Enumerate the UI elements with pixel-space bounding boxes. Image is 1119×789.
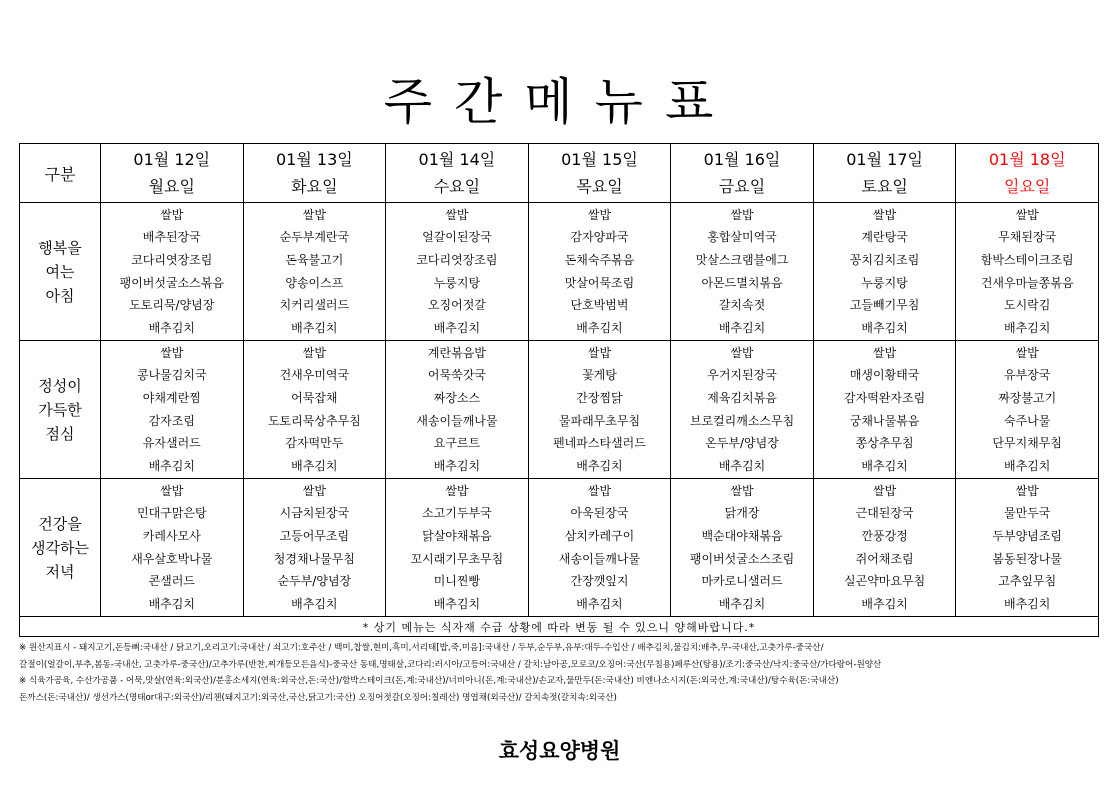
dish-item: 단호박범벅 — [570, 298, 629, 313]
dish-item: 코다리엿장조림 — [131, 252, 213, 267]
dish-item: 쌀밥 — [302, 207, 326, 222]
dish-item: 제육김치볶음 — [707, 390, 777, 405]
menu-cell — [528, 479, 671, 617]
dish-item: 시금치된장국 — [279, 506, 350, 521]
menu-cell — [813, 341, 956, 479]
dish-item: 배추김치 — [148, 320, 195, 335]
footnote-line: 돈까스(돈:국내산)/ 생선가스(명태or대구:외국산)/리첸(돼지고기:외국산,국산,닭고기:국산) 오징어젓갈(오징어:칠레산) 명엽채(외국산)/ 갈치속젓(갈치속:외국산) — [19, 692, 617, 703]
hospital-name: 효성요양병원 — [498, 739, 621, 763]
menu-cell — [101, 341, 244, 479]
day-header — [671, 144, 814, 203]
dish-item: 쌀밥 — [160, 483, 184, 498]
day-date: 01월 17일 — [846, 150, 923, 169]
note-row — [20, 617, 1099, 637]
dish-item: 아욱된장국 — [570, 506, 629, 521]
meal-row-breakfast — [20, 203, 1099, 341]
menu-cell — [528, 203, 671, 341]
menu-cell — [243, 203, 386, 341]
menu-cell — [386, 203, 529, 341]
footnote-line: ※ 식육가공육, 수산가공품 - 어묵,맛살(연육:외국산)/분홍소세지(연육:외국산,돈:국산)/함박스테이크(돈,계:국내산)/너비아니(돈,계:국내산)/손교자,물만두(돈:국내산) 비엔나소시지(돈:외국산,계:국내산)/탕수육(돈:국내산) — [19, 676, 839, 686]
meal-label — [20, 341, 101, 479]
dish-item: 누룽지탕 — [433, 275, 481, 290]
dish-item: 깐풍강정 — [861, 528, 908, 543]
dish-item: 배추김치 — [291, 320, 338, 335]
dish-item: 카레사모사 — [142, 528, 201, 543]
dish-item: 코다리엿장조림 — [416, 252, 498, 267]
day-date: 01월 12일 — [133, 150, 211, 169]
dish-item: 콩나물김치국 — [137, 368, 207, 383]
day-date: 01월 15일 — [561, 150, 638, 169]
dish-item: 물파래무초무침 — [558, 413, 641, 428]
dish-item: 배추김치 — [718, 320, 766, 335]
meal-label-line: 저녁 — [45, 562, 75, 581]
origin-footnotes — [19, 640, 1099, 706]
dish-item: 배추김치 — [861, 320, 908, 335]
weekly-menu-table — [19, 143, 1099, 637]
meal-label — [20, 479, 101, 617]
day-name: 월요일 — [148, 177, 195, 196]
dish-item: 짜장소스 — [433, 390, 481, 405]
dish-item: 쌀밥 — [730, 207, 754, 222]
menu-cell — [101, 203, 244, 341]
dish-item: 어묵쑥갓국 — [427, 368, 486, 383]
dish-item: 배추김치 — [433, 320, 481, 335]
dish-item: 간장깻잎지 — [570, 574, 629, 589]
dish-item: 닭살야채볶음 — [422, 528, 492, 543]
day-name: 금요일 — [718, 177, 766, 196]
dish-item: 누룽지탕 — [861, 275, 908, 290]
dish-item: 쌀밥 — [873, 207, 897, 222]
menu-cell — [813, 203, 956, 341]
menu-cell — [386, 479, 529, 617]
dish-item: 새송이들깨나물 — [558, 551, 641, 566]
dish-item: 쫑상추무침 — [855, 436, 914, 451]
dish-item: 쌀밥 — [587, 207, 612, 222]
dish-item: 궁채나물볶음 — [849, 413, 920, 428]
day-header — [386, 144, 529, 203]
dish-item: 계란탕국 — [861, 230, 908, 245]
dish-item: 꽃게탕 — [582, 368, 617, 383]
dish-item: 홍합살미역국 — [707, 230, 777, 245]
dish-item: 봄동된장나물 — [992, 551, 1062, 566]
dish-item: 새우살호박나물 — [131, 551, 213, 566]
meal-label-line: 여는 — [45, 262, 75, 281]
footnote-line: 갈절이(얼갈이,부추,봄동-국내산, 고춧가루-중국산)/고추가루(반찬,찌개등모든음식)-중국산 동태,명태살,코다리:러시아/고등어:국내산 / 갈치:남아공,모로코/오징어:국산(무침용)페루산(탕용)/조기:중국산/낙지:중국산/가다랑어-원양산 — [19, 659, 882, 670]
dish-item: 소고기두부국 — [422, 506, 492, 521]
meal-label-line: 아침 — [45, 286, 75, 305]
dish-item: 건새우마늘쫑볶음 — [980, 275, 1074, 290]
dish-item: 쌀밥 — [730, 483, 754, 498]
menu-cell — [243, 341, 386, 479]
menu-cell — [671, 203, 814, 341]
dish-item: 단무지채무침 — [992, 436, 1062, 451]
day-header — [243, 144, 386, 203]
day-name: 목요일 — [576, 177, 623, 196]
page-title: 주간메뉴표 — [383, 73, 736, 131]
dish-item: 배추김치 — [1004, 320, 1051, 335]
dish-item: 쥐어채조림 — [855, 551, 914, 566]
dish-item: 감자떡만두 — [285, 436, 344, 451]
dish-item: 물만두국 — [1004, 506, 1051, 521]
dish-item: 도시락김 — [1004, 298, 1051, 313]
dish-item: 쌀밥 — [302, 345, 326, 360]
dish-item: 고등어무조림 — [279, 528, 350, 543]
day-header — [956, 144, 1099, 203]
dish-item: 양송이스프 — [285, 275, 344, 290]
dish-item: 갈치속젓 — [718, 298, 766, 313]
dish-item: 무채된장국 — [998, 230, 1057, 245]
dish-item: 쌀밥 — [587, 483, 612, 498]
menu-cell — [956, 479, 1099, 617]
dish-item: 도토리묵상추무침 — [267, 413, 361, 428]
meal-label-line: 가득한 — [38, 400, 82, 419]
dish-item: 배추김치 — [718, 458, 766, 473]
menu-cell — [243, 479, 386, 617]
dish-item: 배추김치 — [718, 596, 766, 611]
meal-label-line: 행복을 — [38, 238, 82, 257]
day-date: 01월 18일 — [988, 150, 1066, 169]
dish-item: 실곤약마요무침 — [844, 574, 926, 589]
day-header — [101, 144, 244, 203]
dish-item: 짜장불고기 — [998, 390, 1057, 405]
dish-item: 꽁치김치조림 — [849, 252, 920, 267]
dish-item: 도토리묵/양념장 — [129, 298, 215, 313]
dish-item: 맛살스크램블에그 — [695, 252, 789, 267]
meal-label-line: 생각하는 — [31, 538, 89, 557]
dish-item: 백순대야채볶음 — [701, 528, 783, 543]
meal-label — [20, 203, 101, 341]
dish-item: 쌀밥 — [873, 345, 897, 360]
menu-cell — [813, 479, 956, 617]
meal-label-line: 건강을 — [38, 514, 82, 533]
dish-item: 계란볶음밥 — [427, 345, 486, 360]
menu-cell — [956, 203, 1099, 341]
notice-text: * 상기 메뉴는 식자재 수급 상황에 따라 변동 될 수 있으니 양해바랍니다.* — [20, 617, 1099, 637]
dish-item: 팽이버섯굴소스조림 — [689, 551, 795, 566]
dish-item: 감자조림 — [148, 413, 195, 428]
dish-item: 배추김치 — [1004, 458, 1051, 473]
dish-item: 삼치카레구이 — [564, 528, 635, 543]
dish-item: 민대구맑은탕 — [137, 506, 207, 521]
dish-item: 치커리샐러드 — [279, 298, 350, 313]
dish-item: 근대된장국 — [855, 506, 914, 521]
dish-item: 배추김치 — [576, 596, 623, 611]
dish-item: 유부장국 — [1004, 368, 1051, 383]
dish-item: 순두부계란국 — [279, 230, 350, 245]
dish-item: 간장찜닭 — [576, 390, 623, 405]
dish-item: 배추김치 — [576, 320, 623, 335]
dish-item: 새송이들깨나물 — [416, 413, 498, 428]
dish-item: 쌀밥 — [1015, 207, 1039, 222]
dish-item: 요구르트 — [433, 436, 481, 451]
dish-item: 돈육불고기 — [285, 252, 344, 267]
dish-item: 건새우미역국 — [279, 368, 350, 383]
meal-row-lunch — [20, 341, 1099, 479]
dish-item: 쌀밥 — [873, 483, 897, 498]
dish-item: 매생이황태국 — [849, 368, 920, 383]
dish-item: 배추김치 — [576, 458, 623, 473]
dish-item: 쌀밥 — [445, 207, 469, 222]
dish-item: 고들빼기무침 — [849, 298, 920, 313]
day-name: 토요일 — [861, 177, 908, 196]
dish-item: 브로컬리깨소스무침 — [689, 413, 795, 428]
menu-cell — [101, 479, 244, 617]
dish-item: 두부양념조림 — [992, 528, 1062, 543]
day-date: 01월 13일 — [275, 150, 353, 169]
dish-item: 고추잎무침 — [998, 574, 1057, 589]
menu-cell — [528, 341, 671, 479]
dish-item: 배추김치 — [861, 596, 908, 611]
dish-item: 청경채나물무침 — [273, 551, 355, 566]
dish-item: 배추김치 — [148, 596, 195, 611]
dish-item: 배추된장국 — [142, 230, 201, 245]
dish-item: 숙주나물 — [1004, 413, 1051, 428]
menu-cell — [386, 341, 529, 479]
dish-item: 펜네파스타샐러드 — [553, 436, 646, 451]
dish-item: 쌀밥 — [160, 207, 184, 222]
dish-item: 쌀밥 — [1015, 483, 1039, 498]
dish-item: 팽이버섯굴소스볶음 — [119, 275, 224, 290]
dish-item: 마카로니샐러드 — [701, 574, 783, 589]
dish-item: 배추김치 — [1004, 596, 1051, 611]
meal-label-line: 정성이 — [38, 376, 82, 395]
dish-item: 쌀밥 — [1015, 345, 1039, 360]
dish-item: 감자떡완자조림 — [844, 390, 926, 405]
dish-item: 배추김치 — [861, 458, 908, 473]
dish-item: 쌀밥 — [160, 345, 184, 360]
day-date: 01월 14일 — [418, 150, 496, 169]
dish-item: 유자샐러드 — [142, 436, 201, 451]
header-row — [20, 144, 1099, 203]
dish-item: 함박스테이크조림 — [980, 252, 1074, 267]
dish-item: 아몬드멸치볶음 — [701, 275, 783, 290]
day-date: 01월 16일 — [703, 150, 781, 169]
dish-item: 우거지된장국 — [707, 368, 777, 383]
day-name: 일요일 — [1004, 177, 1051, 196]
dish-item: 배추김치 — [433, 458, 481, 473]
category-header: 구분 — [20, 144, 101, 203]
dish-item: 닭개장 — [724, 506, 760, 521]
dish-item: 쌀밥 — [587, 345, 612, 360]
dish-item: 순두부/양념장 — [277, 574, 352, 589]
dish-item: 야채계란찜 — [142, 390, 201, 405]
dish-item: 미니찐빵 — [433, 574, 481, 589]
dish-item: 감자양파국 — [570, 230, 629, 245]
dish-item: 온두부/양념장 — [705, 436, 779, 451]
dish-item: 쌀밥 — [302, 483, 326, 498]
footnote-line: ※ 원산지표시 - 돼지고기,돈등뼈:국내산 / 닭고기,오리고기:국내산 / 쇠고기:호주산 / 백미,찹쌀,현미,흑미,서리태[밥,죽,미음]:국내산 / 두부,순두부,유부:대두-수입산 / 배추김치,물김치:배추,무-국내산,고춧가루-중국산/ — [19, 643, 824, 653]
day-name: 화요일 — [291, 177, 338, 196]
dish-item: 꼬시래기무초무침 — [410, 551, 504, 566]
dish-item: 어묵잡채 — [291, 390, 338, 405]
dish-item: 배추김치 — [433, 596, 481, 611]
dish-item: 맛살어묵조림 — [564, 275, 635, 290]
dish-item: 쌀밥 — [730, 345, 754, 360]
dish-item: 얼갈이된장국 — [422, 230, 492, 245]
dish-item: 오징어젓갈 — [427, 298, 486, 313]
dish-item: 배추김치 — [291, 596, 338, 611]
day-name: 수요일 — [433, 177, 481, 196]
dish-item: 쌀밥 — [445, 483, 469, 498]
day-header — [528, 144, 671, 203]
dish-item: 배추김치 — [148, 458, 195, 473]
menu-cell — [671, 479, 814, 617]
dish-item: 콘샐러드 — [148, 574, 195, 589]
dish-item: 배추김치 — [291, 458, 338, 473]
meal-row-dinner — [20, 479, 1099, 617]
day-header — [813, 144, 956, 203]
meal-label-line: 점심 — [45, 424, 75, 443]
dish-item: 돈채숙주볶음 — [564, 252, 635, 267]
menu-cell — [671, 341, 814, 479]
menu-cell — [956, 341, 1099, 479]
